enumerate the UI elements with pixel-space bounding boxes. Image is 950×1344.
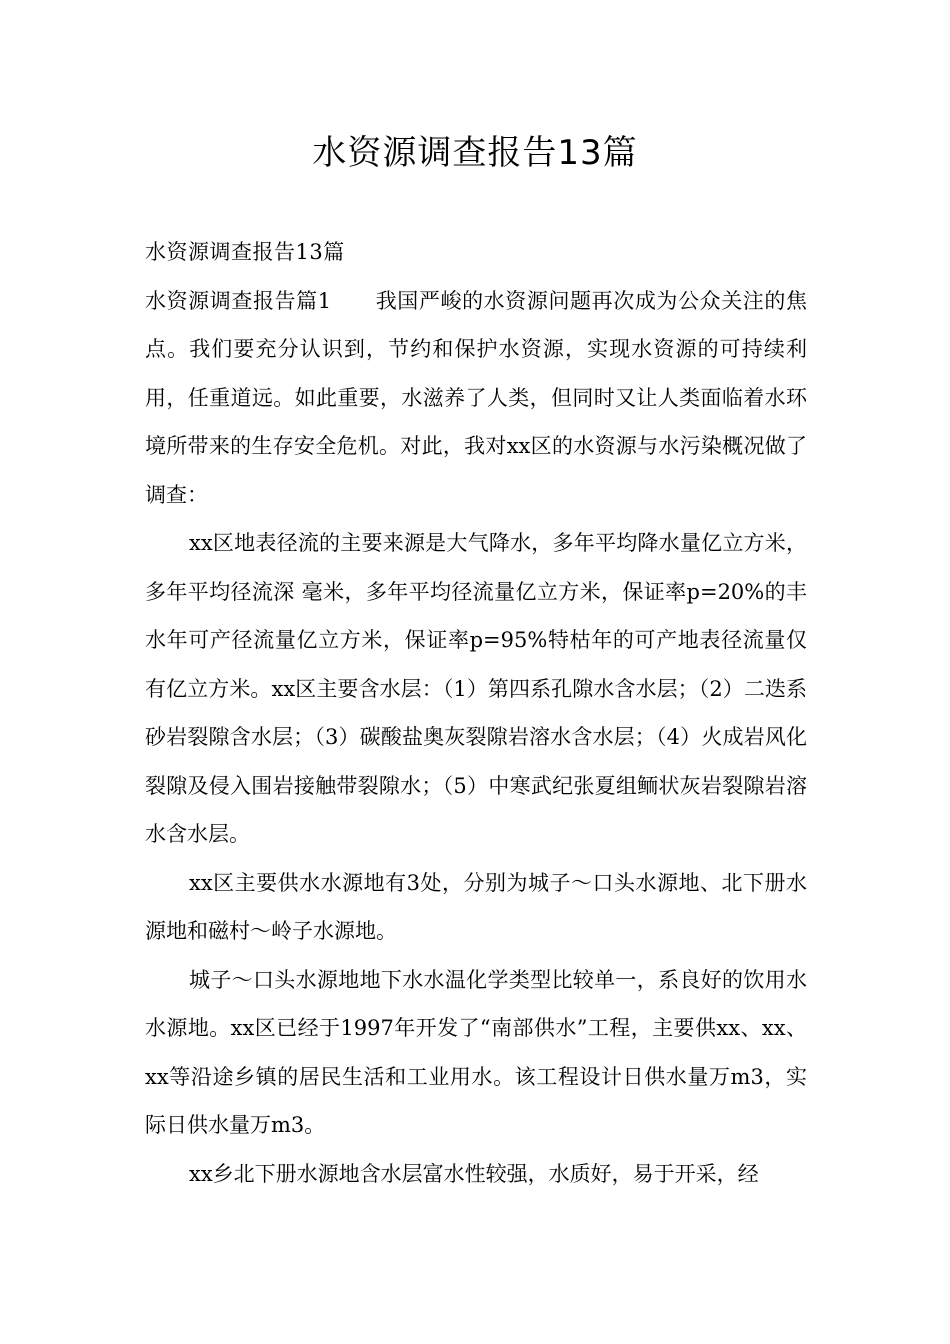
document-subtitle: 水资源调查报告13篇	[145, 240, 345, 264]
document-body	[145, 228, 807, 1198]
paragraph-2: xx区地表径流的主要来源是大气降水，多年平均降水量亿立方米，多年平均径流深 毫米，多年平均径流量亿立方米，保证率p=20%的丰水年可产径流量亿立方米，保证率p=95%特枯年的可产地表径流量仅有亿立方米。xx区主要含水层：（1）第四系孔隙水含水层；（2）二迭系砂岩裂隙含水层；（3）碳酸盐奥灰裂隙岩溶水含水层；（4）火成岩风化裂隙及侵入围岩接触带裂隙水；（5）中寒武纪张夏组鲕状灰岩裂隙岩溶水含水层。	[145, 531, 807, 846]
section-heading: 水资源调查报告篇1	[145, 288, 332, 313]
document-title: 水资源调查报告13篇	[312, 133, 638, 173]
paragraph-1: 我国严峻的水资源问题再次成为公众关注的焦点。我们要充分认识到，节约和保护水资源，实现水资源的可持续利用，任重道远。如此重要，水滋养了人类，但同时又让人类面临着水环境所带来的生存安全危机。对此，我对xx区的水资源与水污染概况做了调查：	[145, 288, 807, 507]
section-first-paragraph	[145, 277, 807, 520]
paragraph-5: xx乡北下册水源地含水层富水性较强，水质好，易于开采，经	[189, 1161, 759, 1186]
paragraph-4: 城子～口头水源地地下水水温化学类型比较单一，系良好的饮用水水源地。xx区已经于1997年开发了“南部供水”工程，主要供xx、xx、xx等沿途乡镇的居民生活和工业用水。该工程设计日供水量万m3，实际日供水量万m3。	[145, 967, 807, 1137]
paragraph-3: xx区主要供水水源地有3处，分别为城子～口头水源地、北下册水源地和磁村～岭子水源地。	[145, 870, 807, 943]
